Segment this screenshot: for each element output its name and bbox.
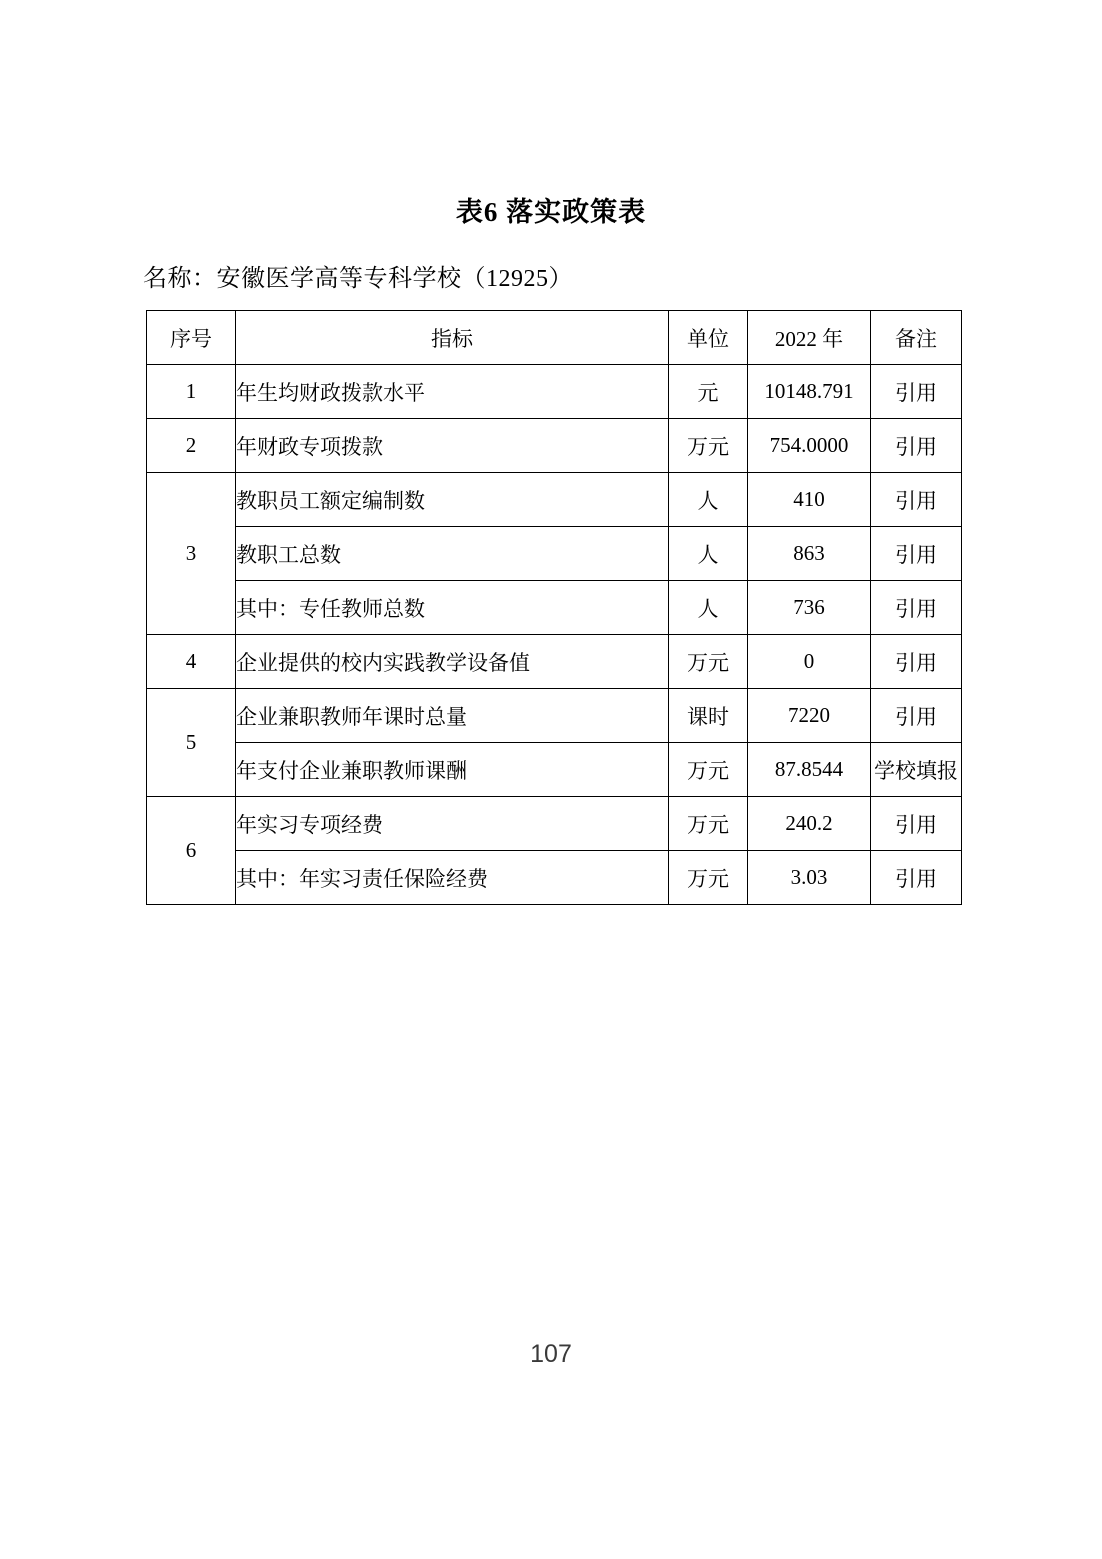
cell-unit: 万元 (669, 635, 748, 689)
table-row (147, 473, 962, 527)
cell-value: 87.8544 (748, 743, 871, 797)
cell-value: 410 (748, 473, 871, 527)
cell-unit: 万元 (669, 743, 748, 797)
cell-unit: 元 (669, 365, 748, 419)
cell-seq: 5 (147, 689, 236, 797)
cell-value: 754.0000 (748, 419, 871, 473)
policy-implementation-table (146, 310, 962, 905)
cell-seq: 2 (147, 419, 236, 473)
cell-note: 引用 (871, 851, 962, 905)
cell-indicator: 年实习专项经费 (236, 797, 669, 851)
cell-note: 学校填报 (871, 743, 962, 797)
cell-indicator: 其中：专任教师总数 (236, 581, 669, 635)
cell-unit: 人 (669, 473, 748, 527)
cell-note: 引用 (871, 689, 962, 743)
cell-note: 引用 (871, 581, 962, 635)
cell-value: 736 (748, 581, 871, 635)
cell-value: 240.2 (748, 797, 871, 851)
cell-seq: 1 (147, 365, 236, 419)
cell-indicator: 企业提供的校内实践教学设备值 (236, 635, 669, 689)
cell-indicator: 教职工总数 (236, 527, 669, 581)
cell-note: 引用 (871, 473, 962, 527)
table-row (147, 689, 962, 743)
cell-note: 引用 (871, 419, 962, 473)
cell-value: 3.03 (748, 851, 871, 905)
header-seq: 序号 (147, 311, 236, 365)
cell-unit: 人 (669, 581, 748, 635)
cell-note: 引用 (871, 797, 962, 851)
cell-value: 863 (748, 527, 871, 581)
cell-note: 引用 (871, 527, 962, 581)
cell-seq: 3 (147, 473, 236, 635)
cell-indicator: 年支付企业兼职教师课酬 (236, 743, 669, 797)
cell-unit: 人 (669, 527, 748, 581)
cell-value: 7220 (748, 689, 871, 743)
cell-value: 0 (748, 635, 871, 689)
table-row (147, 851, 962, 905)
cell-unit: 万元 (669, 797, 748, 851)
table-row (147, 419, 962, 473)
page-number: 107 (530, 1340, 572, 1368)
cell-seq: 6 (147, 797, 236, 905)
header-unit: 单位 (669, 311, 748, 365)
cell-indicator: 年生均财政拨款水平 (236, 365, 669, 419)
cell-note: 引用 (871, 365, 962, 419)
cell-indicator: 其中：年实习责任保险经费 (236, 851, 669, 905)
cell-indicator: 年财政专项拨款 (236, 419, 669, 473)
header-note: 备注 (871, 311, 962, 365)
table-header-row (147, 311, 962, 365)
table-row (147, 635, 962, 689)
cell-seq: 4 (147, 635, 236, 689)
table-row (147, 365, 962, 419)
cell-unit: 课时 (669, 689, 748, 743)
cell-indicator: 教职员工额定编制数 (236, 473, 669, 527)
cell-note: 引用 (871, 635, 962, 689)
header-year: 2022 年 (748, 311, 871, 365)
table-row (147, 797, 962, 851)
table-row (147, 743, 962, 797)
table-row (147, 581, 962, 635)
cell-value: 10148.791 (748, 365, 871, 419)
cell-unit: 万元 (669, 851, 748, 905)
page-title: 表6 落实政策表 (455, 197, 647, 227)
header-indicator: 指标 (236, 311, 669, 365)
cell-unit: 万元 (669, 419, 748, 473)
table-row (147, 527, 962, 581)
cell-indicator: 企业兼职教师年课时总量 (236, 689, 669, 743)
school-name-line: 名称：安徽医学高等专科学校（12925） (143, 266, 573, 292)
